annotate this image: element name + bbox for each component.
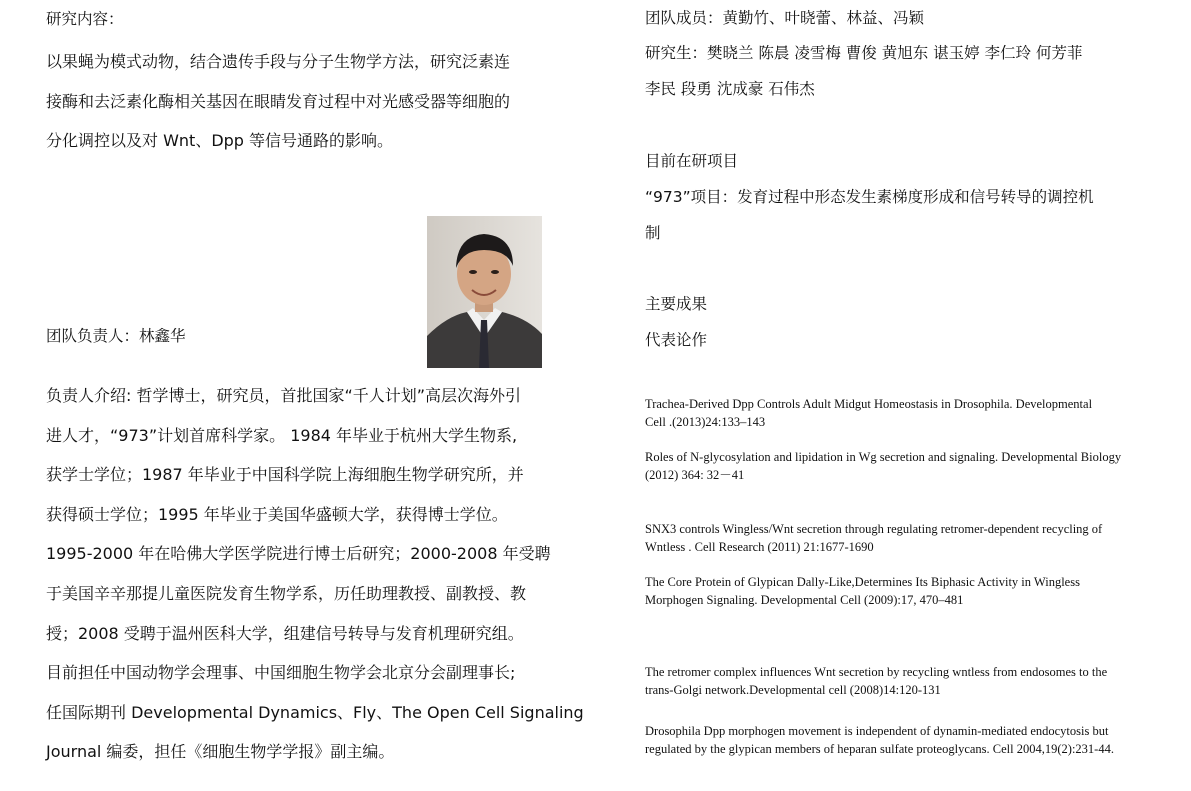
bio-line-4: 获得硕士学位；1995 年毕业于美国华盛顿大学，获得博士学位。 <box>46 505 508 524</box>
publication-line-2: Wntless . Cell Research (2011) 21:1677-1690 <box>645 540 874 554</box>
team-members: 团队成员：黄勤竹、叶晓蕾、林益、冯颖 <box>645 9 925 27</box>
publication-line-1: The retromer complex influences Wnt secretion by recycling wntless from endosomes to the <box>645 665 1108 679</box>
publication-line-2: (2012) 364: 32－41 <box>645 468 745 482</box>
publication-item <box>645 573 1123 609</box>
bio-line-6: 于美国辛辛那提儿童医院发育生物学系，历任助理教授、副教授、教 <box>46 584 527 603</box>
publication-line-1: The Core Protein of Glypican Dally-Like,Determines Its Biphasic Activity in Wingless <box>645 575 1080 589</box>
papers-heading: 代表论作 <box>645 331 708 349</box>
research-line-3: 分化调控以及对 Wnt、Dpp 等信号通路的影响。 <box>46 131 394 150</box>
research-line-1: 以果蝇为模式动物，结合遗传手段与分子生物学方法，研究泛素连 <box>46 52 511 71</box>
project-line-2: 制 <box>645 224 661 242</box>
bio-line-5: 1995-2000 年在哈佛大学医学院进行博士后研究；2000-2008 年受聘 <box>46 544 551 563</box>
team-leader: 团队负责人：林鑫华 <box>46 327 186 345</box>
research-line-2: 接酶和去泛素化酶相关基因在眼睛发育过程中对光感受器等细胞的 <box>46 92 511 111</box>
achievements-heading: 主要成果 <box>645 295 708 313</box>
publication-line-2: Morphogen Signaling. Developmental Cell (2009):17, 470–481 <box>645 593 964 607</box>
projects-heading: 目前在研项目 <box>645 152 739 170</box>
publication-line-2: Cell .(2013)24:133–143 <box>645 415 766 429</box>
publication-line-1: Roles of N-glycosylation and lipidation in Wg secretion and signaling. Developmental Biology <box>645 450 1122 464</box>
bio-line-10: Journal 编委，担任《细胞生物学学报》副主编。 <box>46 742 395 761</box>
students-line-2: 李民 段勇 沈成豪 石伟杰 <box>645 80 815 98</box>
students-line-1: 研究生：樊晓兰 陈晨 凌雪梅 曹俊 黄旭东 谌玉婷 李仁玲 何芳菲 <box>645 44 1083 62</box>
leader-photo <box>427 216 542 368</box>
bio-line-7: 授；2008 受聘于温州医科大学，组建信号转导与发育机理研究组。 <box>46 624 524 643</box>
research-heading: 研究内容： <box>46 10 124 28</box>
publication-line-1: SNX3 controls Wingless/Wnt secretion through regulating retromer-dependent recycling of <box>645 522 1103 536</box>
bio-line-2: 进人才，“973”计划首席科学家。 1984 年毕业于杭州大学生物系, <box>46 426 518 445</box>
publication-item <box>645 520 1123 556</box>
publication-line-1: Trachea-Derived Dpp Controls Adult Midgut Homeostasis in Drosophila. Developmental <box>645 397 1093 411</box>
publication-item <box>645 448 1123 484</box>
publication-line-2: regulated by the glypican members of heparan sulfate proteoglycans. Cell 2004,19(2):231-44. <box>645 742 1114 756</box>
publication-item <box>645 722 1123 758</box>
publication-item <box>645 663 1123 699</box>
bio-line-1: 负责人介绍: 哲学博士，研究员，首批国家“千人计划”高层次海外引 <box>46 386 522 405</box>
bio-line-3: 获学士学位；1987 年毕业于中国科学院上海细胞生物学研究所，并 <box>46 465 524 484</box>
bio-line-9: 任国际期刊 Developmental Dynamics、Fly、The Open Cell Signaling <box>46 703 584 722</box>
project-line-1: “973”项目：发育过程中形态发生素梯度形成和信号转导的调控机 <box>645 188 1094 206</box>
publication-line-1: Drosophila Dpp morphogen movement is independent of dynamin-mediated endocytosis but <box>645 724 1109 738</box>
bio-line-8: 目前担任中国动物学会理事、中国细胞生物学会北京分会副理事长; <box>46 663 516 682</box>
publication-item <box>645 395 1123 431</box>
publication-line-2: trans-Golgi network.Developmental cell (2008)14:120-131 <box>645 683 941 697</box>
